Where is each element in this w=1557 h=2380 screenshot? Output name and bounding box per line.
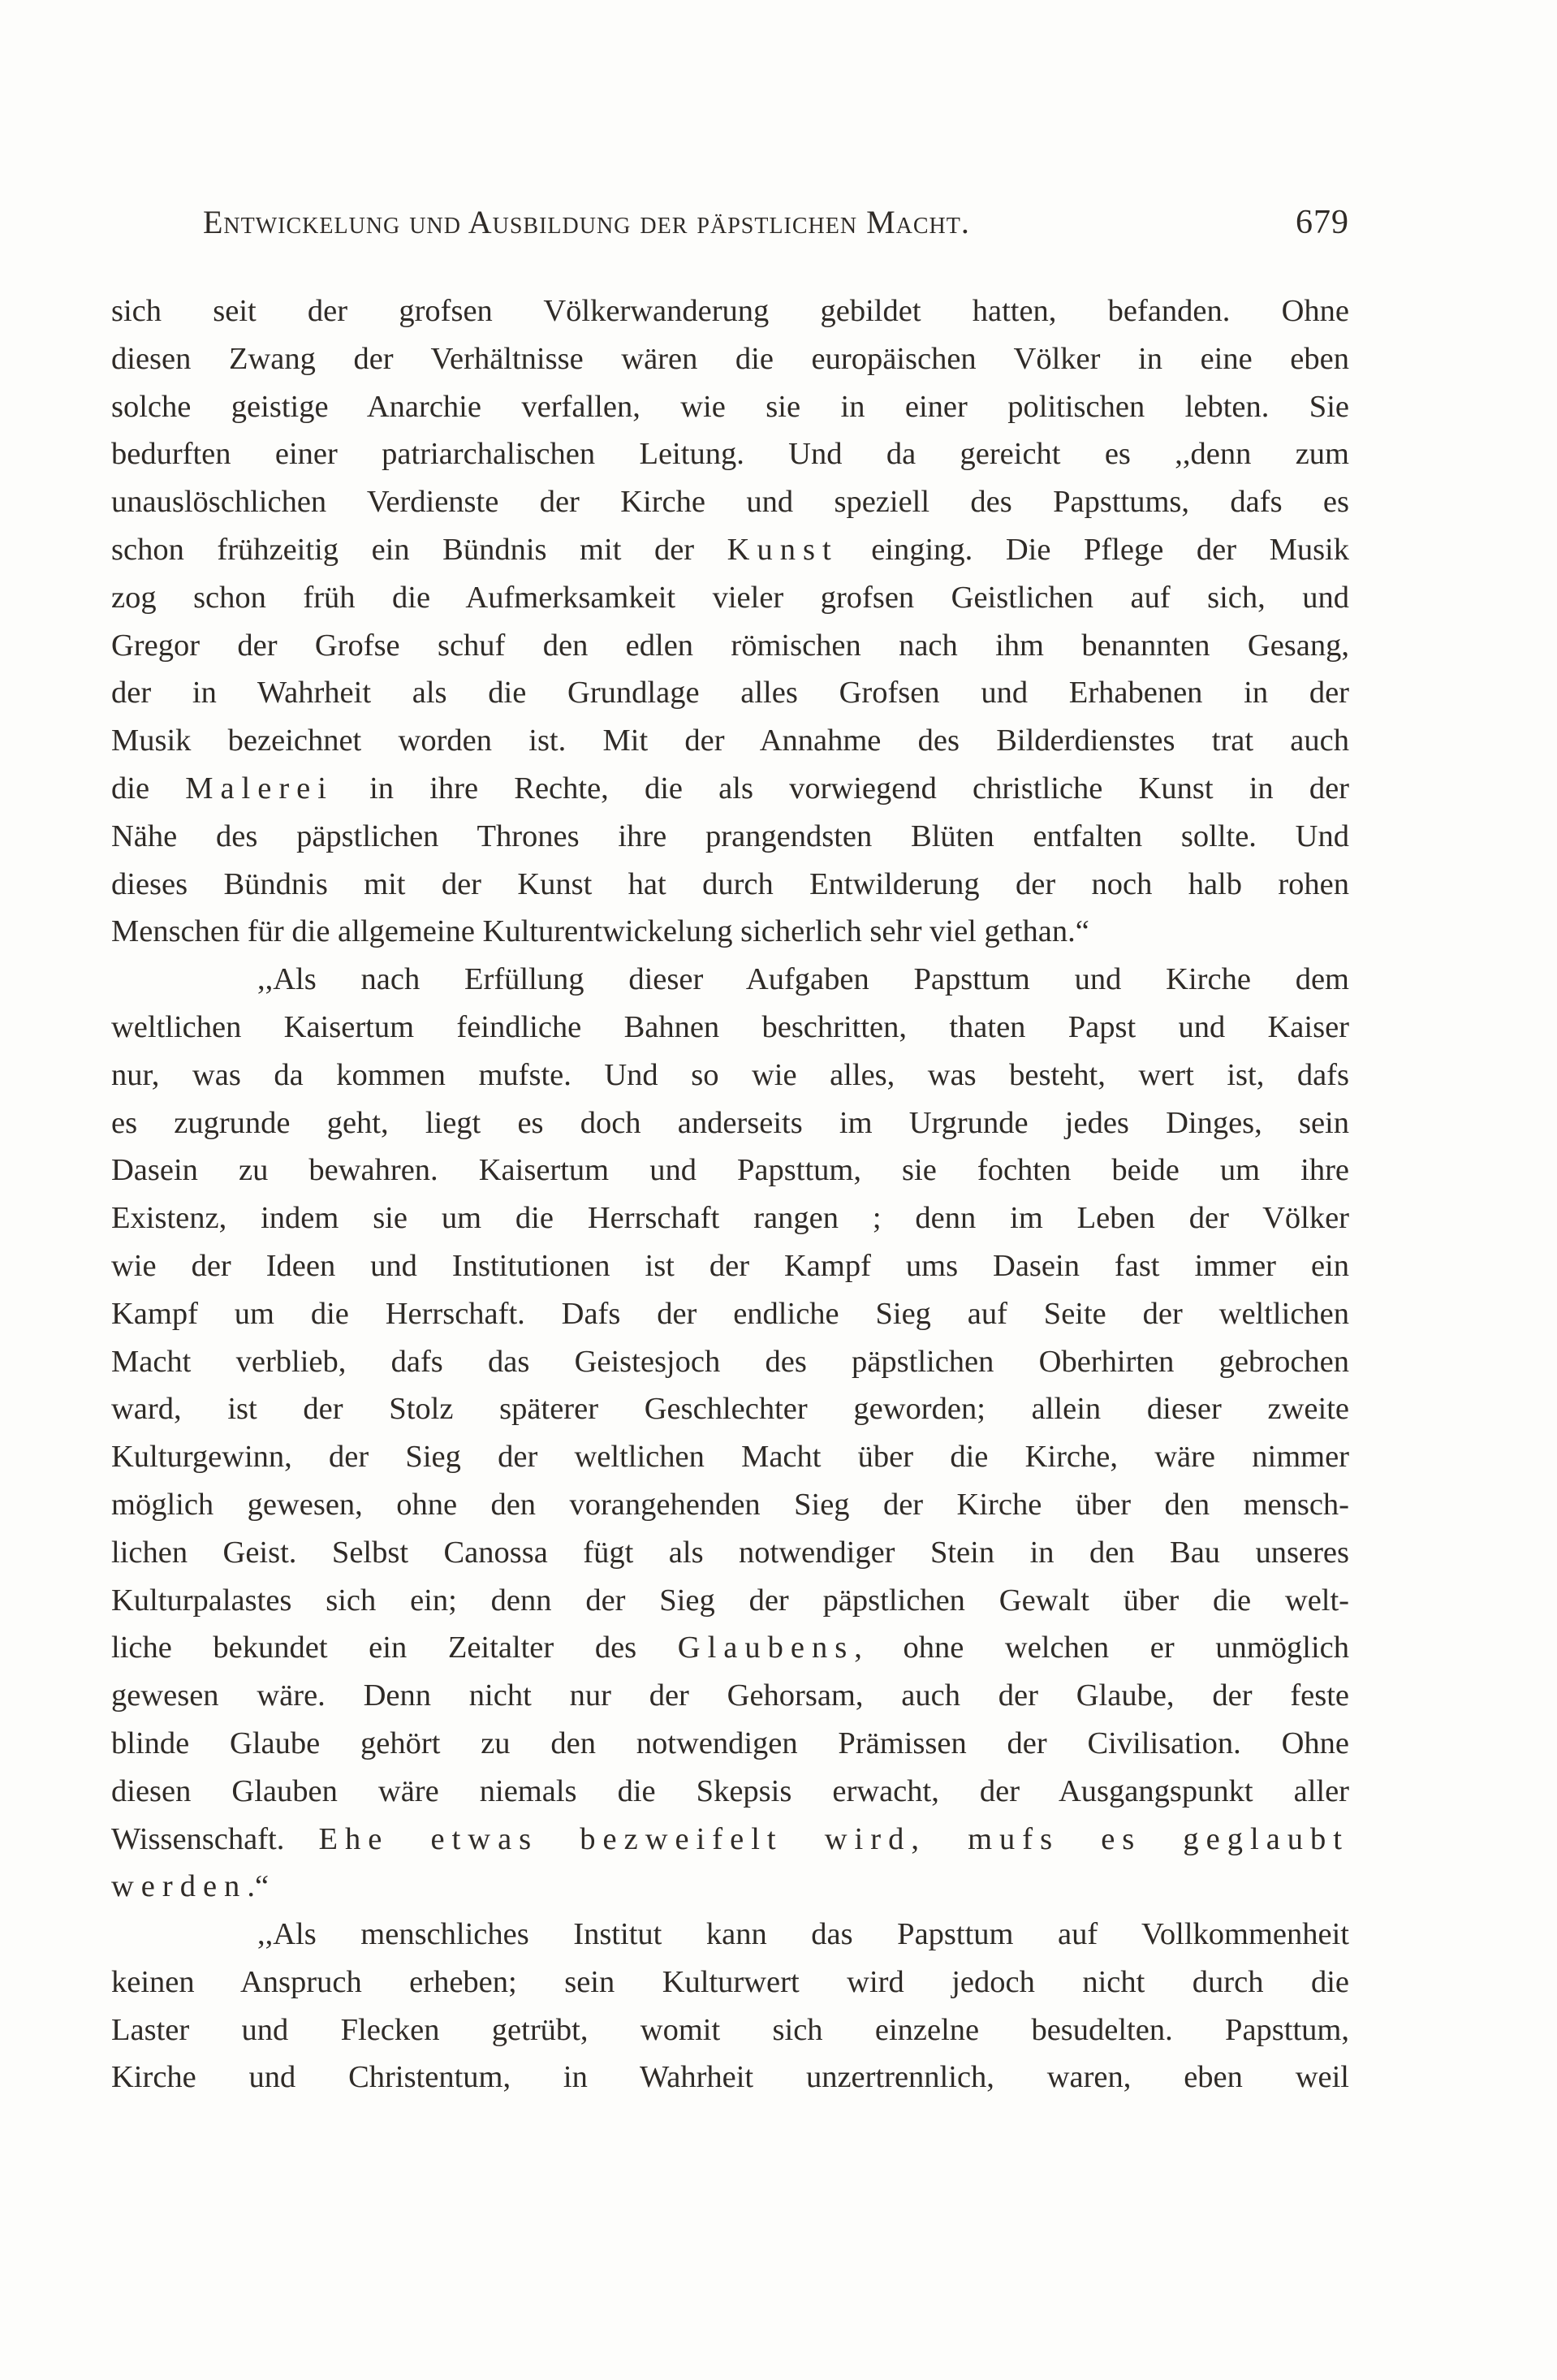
text-segment: Laster und Flecken getrübt, womit sich einzelne besudelten. Papsttum, xyxy=(111,2012,1349,2047)
text-line xyxy=(111,1290,1349,1338)
text-segment: schon frühzeitig ein Bündnis mit der xyxy=(111,532,727,567)
emphasized-text: Kunst xyxy=(727,532,839,567)
text-line xyxy=(111,478,1349,526)
text-segment: solche geistige Anarchie verfallen, wie sie in einer politischen lebten. Sie xyxy=(111,389,1349,424)
text-line xyxy=(111,2054,1349,2101)
emphasized-text: Ehe etwas bezweifelt wird, mufs es geglaubt xyxy=(318,1821,1349,1856)
text-line xyxy=(111,1004,1349,1052)
text-line xyxy=(111,1529,1349,1577)
text-line xyxy=(111,622,1349,670)
text-segment: liche bekundet ein Zeitalter des xyxy=(111,1631,678,1665)
text-line xyxy=(111,2006,1349,2054)
text-segment: Musik bezeichnet worden ist. Mit der Annahme des Bilderdienstes trat auch xyxy=(111,724,1349,758)
text-line xyxy=(111,1911,1349,1959)
text-segment: unauslöschlichen Verdienste der Kirche und speziell des Papsttums, dafs es xyxy=(111,485,1349,520)
text-segment: die xyxy=(111,771,186,806)
text-segment: lichen Geist. Selbst Canossa fügt als notwendiger Stein in den Bau unseres xyxy=(111,1535,1349,1570)
text-line xyxy=(111,430,1349,478)
text-segment: Kirche und Christentum, in Wahrheit unzertrennlich, waren, eben weil xyxy=(111,2060,1349,2095)
text-segment: Wissenschaft. xyxy=(111,1821,319,1856)
text-line xyxy=(111,1338,1349,1386)
text-segment: bedurften einer patriarchalischen Leitung. Und da gereicht es ,,denn zum xyxy=(111,437,1349,472)
text-segment: weltlichen Kaisertum feindliche Bahnen beschritten, thaten Papst und Kaiser xyxy=(111,1009,1349,1044)
running-head xyxy=(203,203,1349,252)
text-line xyxy=(111,1052,1349,1099)
text-segment: einging. Die Pflege der Musik xyxy=(838,532,1349,567)
text-line xyxy=(111,1099,1349,1147)
text-line xyxy=(111,526,1349,574)
text-segment: diesen Glauben wäre niemals die Skepsis erwacht, der Ausgangspunkt aller xyxy=(111,1773,1349,1808)
text-segment: ,,Als menschliches Institut kann das Papsttum auf Vollkommenheit xyxy=(257,1917,1349,1952)
text-line xyxy=(111,717,1349,765)
text-line xyxy=(111,813,1349,861)
text-line xyxy=(111,1577,1349,1625)
text-segment: Kulturpalastes sich ein; denn der Sieg der päpstlichen Gewalt über die welt- xyxy=(111,1583,1349,1618)
text-segment: nur, was da kommen mufste. Und so wie alles, was besteht, wert ist, dafs xyxy=(111,1057,1349,1092)
text-line xyxy=(111,1624,1349,1672)
text-line xyxy=(111,956,1349,1004)
running-title: Entwickelung und Ausbildung der päpstlichen Macht. xyxy=(203,204,970,240)
text-segment: .“ xyxy=(247,1869,270,1904)
text-segment: keinen Anspruch erheben; sein Kulturwert wird jedoch nicht durch die xyxy=(111,1964,1349,1999)
body-text xyxy=(111,287,1349,2101)
text-segment: blinde Glaube gehört zu den notwendigen Prämissen der Civilisation. Ohne xyxy=(111,1726,1349,1760)
text-segment: Existenz, indem sie um die Herrschaft rangen ; denn im Leben der Völker xyxy=(111,1201,1349,1236)
text-line xyxy=(111,908,1349,956)
text-line xyxy=(111,861,1349,909)
text-segment: gewesen wäre. Denn nicht nur der Gehorsam, auch der Glaube, der feste xyxy=(111,1678,1349,1713)
text-line xyxy=(111,1672,1349,1720)
text-line xyxy=(111,1242,1349,1290)
emphasized-text: Glaubens xyxy=(677,1631,855,1665)
text-line xyxy=(111,574,1349,622)
text-line xyxy=(111,1768,1349,1816)
text-line xyxy=(111,1816,1349,1864)
emphasized-text: werden xyxy=(111,1869,248,1904)
text-line xyxy=(111,1194,1349,1242)
text-segment: Kampf um die Herrschaft. Dafs der endliche Sieg auf Seite der weltlichen xyxy=(111,1296,1349,1331)
text-segment: ,,Als nach Erfüllung dieser Aufgaben Papsttum und Kirche dem xyxy=(257,962,1349,997)
text-line xyxy=(111,765,1349,813)
text-segment: der in Wahrheit als die Grundlage alles Grofsen und Erhabenen in der xyxy=(111,676,1349,711)
text-line xyxy=(111,1481,1349,1529)
text-line xyxy=(111,335,1349,383)
text-line xyxy=(111,1863,1349,1911)
text-line xyxy=(111,287,1349,335)
text-segment: Kulturgewinn, der Sieg der weltlichen Macht über die Kirche, wäre nimmer xyxy=(111,1440,1349,1475)
text-segment: es zugrunde geht, liegt es doch anderseits im Urgrunde jedes Dinges, sein xyxy=(111,1105,1349,1140)
text-segment: Gregor der Grofse schuf den edlen römischen nach ihm benannten Gesang, xyxy=(111,628,1349,663)
text-line xyxy=(111,1385,1349,1433)
text-segment: sich seit der grofsen Völkerwanderung gebildet hatten, befanden. Ohne xyxy=(111,294,1349,328)
text-segment: diesen Zwang der Verhältnisse wären die europäischen Völker in eine eben xyxy=(111,341,1349,376)
text-segment: Menschen für die allgemeine Kulturentwickelung sicherlich sehr viel gethan.“ xyxy=(111,914,1089,949)
text-line xyxy=(111,383,1349,431)
page-number: 679 xyxy=(1296,204,1349,241)
text-segment: dieses Bündnis mit der Kunst hat durch Entwilderung der noch halb rohen xyxy=(111,866,1349,901)
text-line xyxy=(111,1147,1349,1194)
text-segment: ward, ist der Stolz späterer Geschlechter geworden; allein dieser zweite xyxy=(111,1392,1349,1427)
text-segment: möglich gewesen, ohne den vorangehenden Sieg der Kirche über den mensch- xyxy=(111,1487,1349,1522)
text-segment: wie der Ideen und Institutionen ist der Kampf ums Dasein fast immer ein xyxy=(111,1248,1349,1283)
emphasized-text: Malerei xyxy=(185,771,334,806)
text-line xyxy=(111,1959,1349,2006)
text-line xyxy=(111,1433,1349,1481)
text-segment: in ihre Rechte, die als vorwiegend christliche Kunst in der xyxy=(333,771,1349,806)
text-segment: Dasein zu bewahren. Kaisertum und Papsttum, sie fochten beide um ihre xyxy=(111,1153,1349,1188)
text-line xyxy=(111,1720,1349,1768)
text-segment: , ohne welchen er unmöglich xyxy=(854,1631,1349,1665)
text-segment: Macht verblieb, dafs das Geistesjoch des päpstlichen Oberhirten gebrochen xyxy=(111,1344,1349,1379)
text-segment: zog schon früh die Aufmerksamkeit vieler grofsen Geistlichen auf sich, und xyxy=(111,580,1349,615)
text-segment: Nähe des päpstlichen Thrones ihre prangendsten Blüten entfalten sollte. Und xyxy=(111,819,1349,853)
text-line xyxy=(111,669,1349,717)
